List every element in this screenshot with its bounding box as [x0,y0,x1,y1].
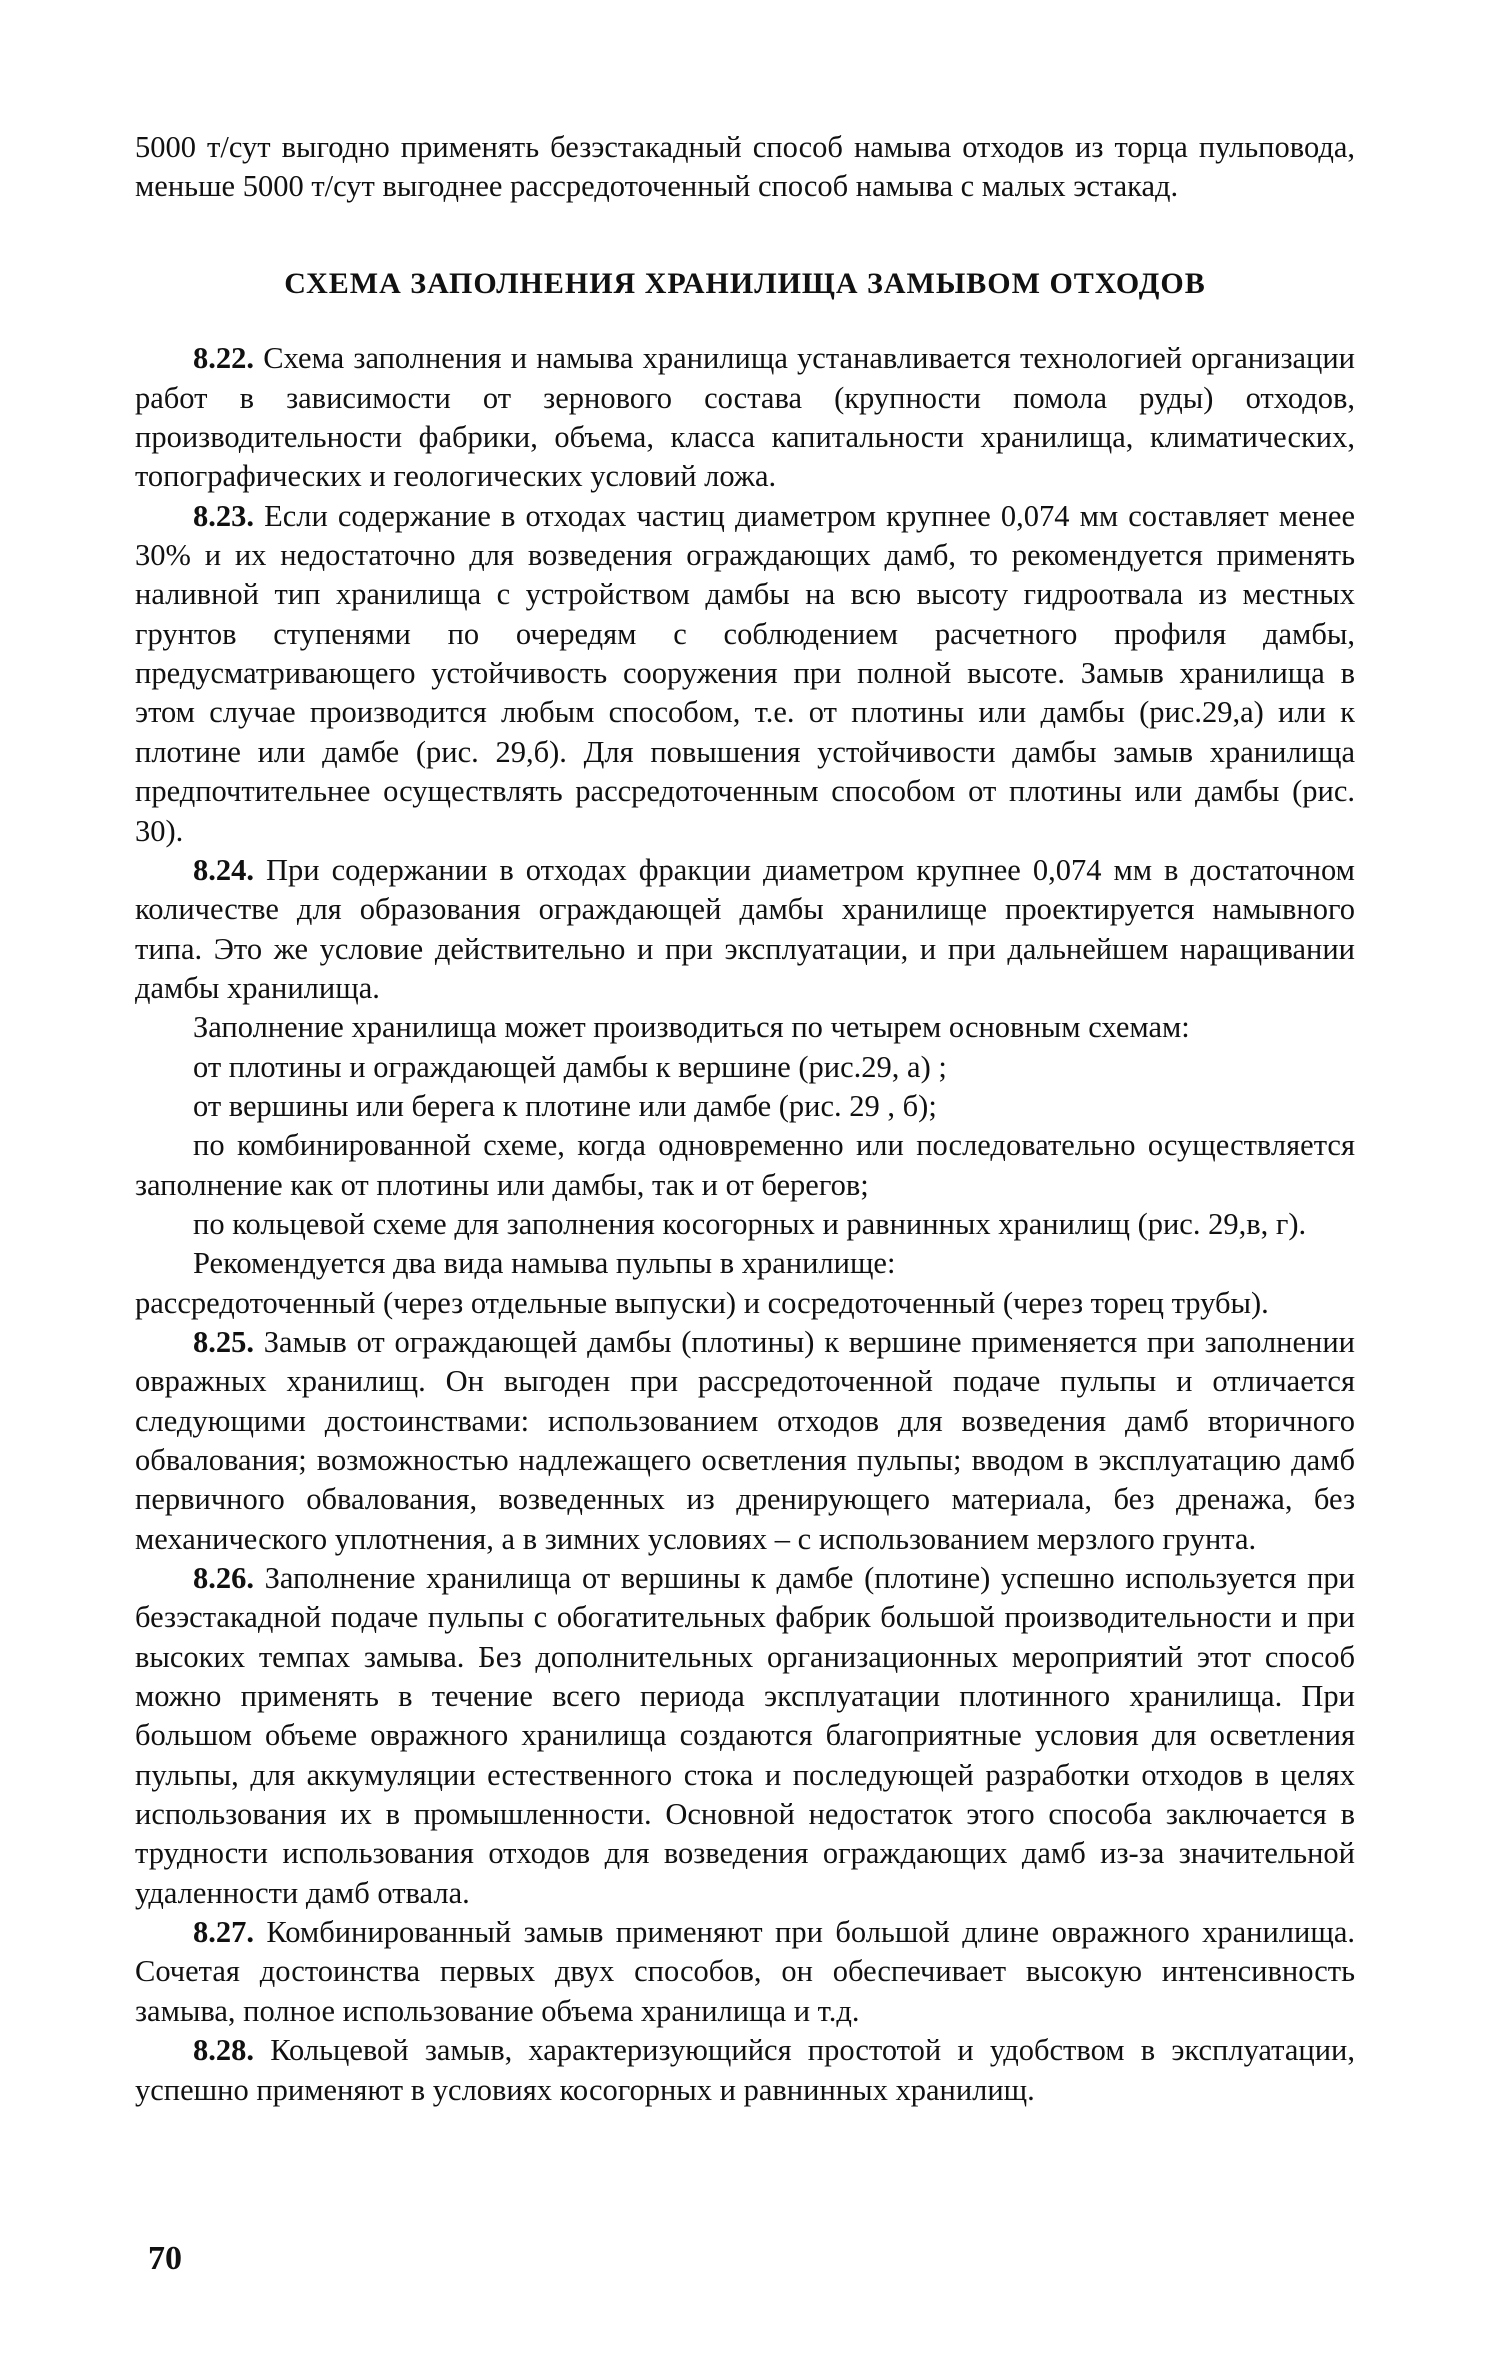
page-number: 70 [148,2240,182,2277]
scheme-item: от вершины или берега к плотине или дамбе (рис. 29 , б); [193,1088,937,1123]
paragraph-8-22 [135,339,1355,496]
paragraph-number: 8.22. [193,341,254,376]
paragraph-8-28 [135,2031,1355,2110]
paragraph-text: Кольцевой замыв, характеризующийся простотой и удобством в эксплуатации, успешно применяют в условиях косогорных и равнинных хранилищ. [135,2033,1355,2107]
paragraph-text: Заполнение хранилища от вершины к дамбе (плотине) успешно используется при безэстакадной подаче пульпы с обогатительных фабрик большой производительности и при высоких темпах замыва. Без дополнительных организационных мероприятий этот способ можно применять в течение всего периода эксплуатации плотинного хранилища. При большом объеме овражного хранилища создаются благоприятные условия для осветления пульпы, для аккумуляции естественного стока и последующей разработки отходов в целях использования их в промышленности. Основной недостаток этого способа заключается в трудности использования отходов для возведения ограждающих дамб из-за значительной удаленности дамб отвала. [135,1561,1356,1910]
paragraph-number: 8.27. [193,1915,254,1950]
section-heading: СХЕМА ЗАПОЛНЕНИЯ ХРАНИЛИЩА ЗАМЫВОМ ОТХОДОВ [284,266,1206,300]
intro-paragraph: 5000 т/сут выгодно применять безэстакадный способ намыва отходов из торца пульповода, меньше 5000 т/сут выгоднее рассредоточенный способ намыва с малых эстакад. [135,130,1355,204]
paragraph-text: Комбинированный замыв применяют при большой длине овражного хранилища. Сочетая достоинства первых двух способов, он обеспечивает высокую интенсивность замыва, полное использование объема хранилища и т.д. [135,1915,1355,2028]
paragraph-number: 8.24. [193,852,254,887]
scheme-item: по кольцевой схеме для заполнения косогорных и равнинных хранилищ (рис. 29,в, г). [193,1206,1307,1241]
paragraph-8-27 [135,1913,1355,2031]
paragraph-text: Замыв от ограждающей дамбы (плотины) к вершине применяется при заполнении овражных хранилищ. Он выгоден при рассредоточенной подаче пульпы и отличается следующими достоинствами: использованием отходов для возведения дамб вторичного обвалования; возможностью надлежащего осветления пульпы; вводом в эксплуатацию дамб первичного обвалования, возведенных из дренирующего материала, без дренажа, без механического уплотнения, а в зимних условиях – с использованием мерзлого грунта. [135,1324,1355,1556]
paragraph-number: 8.26. [193,1561,254,1596]
paragraph-8-25 [135,1323,1355,1559]
paragraph-text: При содержании в отходах фракции диаметром крупнее 0,074 мм в достаточном количестве для образования ограждающей дамбы хранилище проектируется намывного типа. Это же условие действительно и при эксплуатации, и при дальнейшем наращивании дамбы хранилища. [135,852,1355,1005]
paragraph-text: Если содержание в отходах частиц диаметром крупнее 0,074 мм составляет менее 30% и их недостаточно для возведения ограждающих дамб, то рекомендуется применять наливной тип хранилища с устройством дамбы на всю высоту гидроотвала из местных грунтов ступенями по очередям с соблюдением расчетного профиля дамбы, предусматривающего устойчивость сооружения при полной высоте. Замыв хранилища в этом случае производится любым способом, т.е. от плотины или дамбы (рис.29,а) или к плотине или дамбе (рис. 29,б). Для повышения устойчивости дамбы замыв хранилища предпочтительнее осуществлять рассредоточенным способом от плотины или дамбы (рис. 30). [135,498,1356,848]
paragraph-number: 8.28. [193,2033,254,2068]
paragraph-text: Схема заполнения и намыва хранилища устанавливается технологией организации работ в зависимости от зернового состава (крупности помола руды) отходов, производительности фабрики, объема, класса капитальности хранилища, климатических, топографических и геологических условий ложа. [135,341,1355,494]
paragraph-number: 8.25. [193,1324,254,1359]
schemes-intro: Заполнение хранилища может производиться по четырем основным схемам: [193,1010,1190,1045]
page-body [135,128,1355,2110]
pulp-intro: Рекомендуется два вида намыва пульпы в хранилище: [193,1246,896,1281]
paragraph-8-24 [135,851,1355,1008]
paragraph-8-26 [135,1559,1355,1913]
paragraph-8-23 [135,497,1355,851]
scheme-item: от плотины и ограждающей дамбы к вершине (рис.29, а) ; [193,1049,947,1084]
scheme-item: по комбинированной схеме, когда одновременно или последовательно осуществляется заполнение как от плотины или дамбы, так и от берегов; [135,1128,1355,1202]
paragraph-number: 8.23. [193,498,254,533]
pulp-types: рассредоточенный (через отдельные выпуски) и сосредоточенный (через торец трубы). [135,1285,1269,1320]
